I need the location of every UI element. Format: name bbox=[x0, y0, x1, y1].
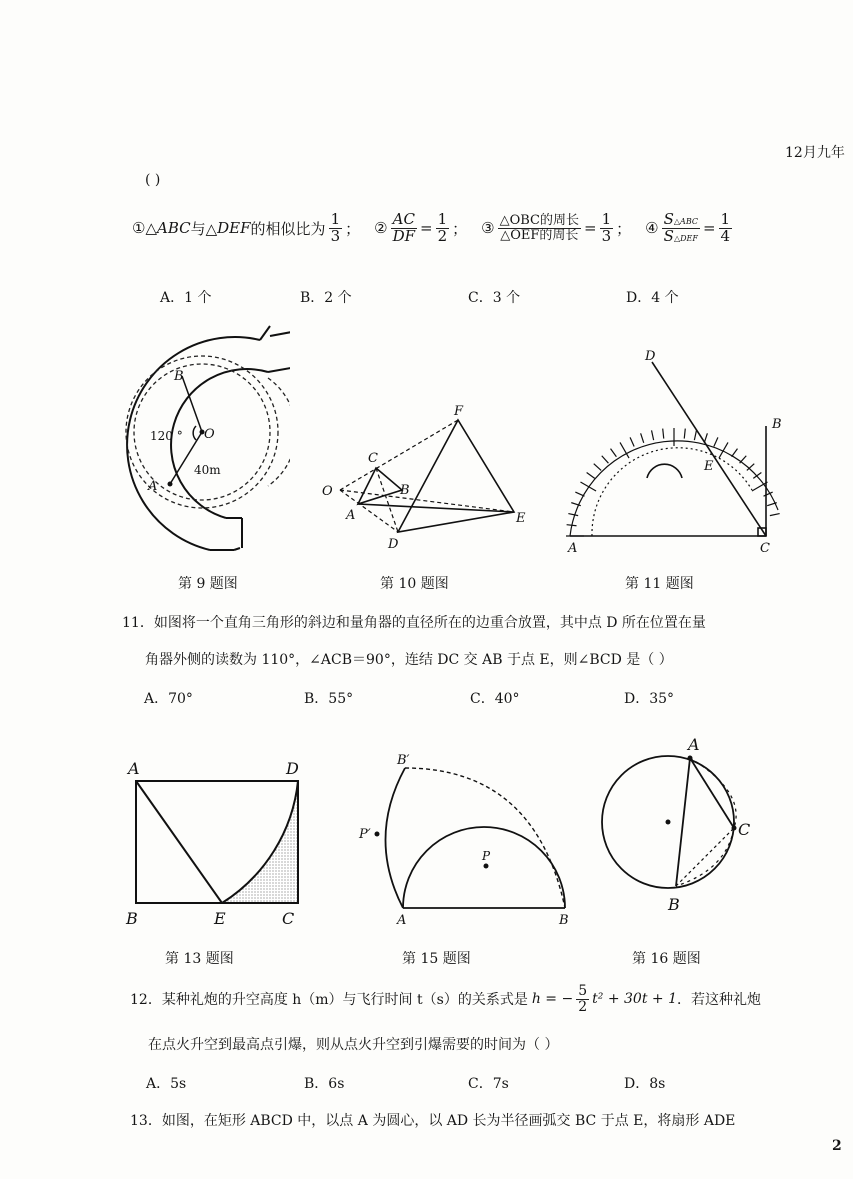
protractor-tick bbox=[663, 429, 664, 439]
answer-paren: ( ) bbox=[145, 172, 161, 188]
svg-text:B: B bbox=[126, 909, 138, 928]
protractor-tick bbox=[575, 492, 584, 496]
q11-line2: 角器外侧的读数为 110°，∠ACB＝90°，连结 DC 交 AB 于点 E，则∠BCD 是（ ） bbox=[145, 652, 673, 668]
svg-text:P: P bbox=[482, 849, 491, 863]
q12-line2: 在点火升空到最高点引爆，则从点火升空到引爆需要的时间为（ ） bbox=[148, 1037, 559, 1053]
protractor-tick bbox=[580, 482, 596, 491]
radius-ob bbox=[182, 376, 202, 432]
svg-text:D: D bbox=[286, 759, 299, 778]
svg-text:B′: B′ bbox=[397, 753, 410, 768]
label-angle: 120 ° bbox=[150, 429, 183, 443]
svg-text:B: B bbox=[559, 913, 569, 928]
figure-15 bbox=[355, 748, 580, 928]
svg-text:A: A bbox=[346, 508, 356, 523]
svg-text:A: A bbox=[688, 735, 700, 754]
q12-option-a[interactable]: A．5s bbox=[146, 1076, 187, 1092]
q10-option-c[interactable]: C．3 个 bbox=[468, 290, 521, 306]
svg-text:E: E bbox=[214, 909, 226, 928]
page-number: 2 bbox=[832, 1138, 842, 1154]
svg-text:D: D bbox=[645, 349, 656, 364]
dashed-arc bbox=[405, 768, 565, 908]
caption-fig13: 第 13 题图 bbox=[165, 951, 234, 967]
svg-text:E: E bbox=[704, 459, 714, 474]
fraction-1-3: $\frac{1}{3}$ bbox=[330, 210, 341, 245]
protractor-tick bbox=[714, 437, 718, 446]
fraction-perimeter: $\frac{\text{△OBC的周长}}{\text{△OEF的周长}}$ bbox=[499, 213, 580, 243]
protractor-tick bbox=[694, 430, 696, 440]
q11-option-a[interactable]: A．70° bbox=[144, 691, 193, 707]
q12-line1: 12．某种礼炮的升空高度 h（m）与飞行时间 t（s）的关系式是 h = − $\frac{5}{2}$ t² + 30t + 1 ．若这种礼炮 bbox=[130, 983, 761, 1015]
protractor-tick bbox=[587, 473, 595, 479]
svg-text:C: C bbox=[760, 541, 770, 555]
q10-option-d[interactable]: D．4 个 bbox=[626, 290, 679, 306]
svg-text:P′: P′ bbox=[359, 827, 371, 842]
caption-fig9: 第 9 题图 bbox=[178, 576, 238, 592]
segment-ae bbox=[136, 781, 222, 903]
protractor-tick bbox=[684, 429, 685, 439]
svg-text:E: E bbox=[516, 511, 526, 526]
svg-text:A: A bbox=[397, 913, 407, 928]
figure-13 bbox=[122, 756, 312, 936]
q11-option-c[interactable]: C．40° bbox=[470, 691, 520, 707]
q11-option-d[interactable]: D．35° bbox=[624, 691, 675, 707]
svg-text:O: O bbox=[322, 484, 333, 499]
line-dc bbox=[652, 362, 766, 536]
caption-fig16: 第 16 题图 bbox=[632, 951, 701, 967]
q11-line1: 11．如图将一个直角三角形的斜边和量角器的直径所在的边重合放置，其中点 D 所在位置在量 bbox=[122, 615, 706, 631]
protractor-tick bbox=[652, 430, 654, 440]
protractor-tick bbox=[704, 433, 707, 443]
fraction-area: $\frac{\text{S△ABC}}{\text{S△DEF}}$ bbox=[663, 210, 698, 245]
protractor-tick bbox=[740, 456, 747, 463]
track-inner-arc bbox=[171, 369, 268, 518]
protractor-tick bbox=[641, 433, 644, 443]
protractor-ticks bbox=[566, 428, 780, 536]
svg-text:C: C bbox=[282, 909, 295, 928]
protractor-tick bbox=[630, 437, 634, 446]
chord-ab bbox=[676, 758, 690, 886]
caption-fig10: 第 10 题图 bbox=[380, 576, 449, 592]
label-a: A bbox=[148, 479, 158, 494]
q10-option-b[interactable]: B．2 个 bbox=[300, 290, 352, 306]
shaded-region bbox=[222, 781, 298, 903]
fraction-ac-df: $\frac{AC}{DF}$ bbox=[392, 210, 416, 245]
q12-option-c[interactable]: C．7s bbox=[468, 1076, 509, 1092]
protractor-tick bbox=[611, 449, 617, 457]
figure-16 bbox=[596, 732, 766, 917]
q13-line1: 13．如图，在矩形 ABCD 中，以点 A 为圆心，以 AD 长为半径画弧交 BC 于点 E，将扇形 ADE bbox=[130, 1113, 736, 1129]
label-radius: 40m bbox=[194, 463, 221, 477]
figure-10 bbox=[318, 400, 538, 550]
triangle-def bbox=[398, 420, 514, 532]
center-point bbox=[666, 820, 671, 825]
protractor-tick bbox=[770, 514, 780, 516]
figure-9 bbox=[110, 322, 290, 554]
svg-text:A: A bbox=[128, 759, 140, 778]
caption-fig11: 第 11 题图 bbox=[625, 576, 694, 592]
figure-11 bbox=[552, 340, 792, 555]
q10-option-a[interactable]: A．1 个 bbox=[160, 290, 212, 306]
svg-text:A: A bbox=[568, 541, 578, 555]
svg-text:D: D bbox=[388, 537, 399, 550]
svg-text:B: B bbox=[772, 417, 782, 432]
q12-option-d[interactable]: D．8s bbox=[624, 1076, 666, 1092]
svg-text:C: C bbox=[738, 820, 751, 839]
protractor-tick bbox=[568, 514, 578, 516]
label-b: B bbox=[174, 369, 184, 384]
svg-text:B: B bbox=[400, 483, 410, 498]
svg-text:C: C bbox=[368, 451, 378, 466]
caption-fig15: 第 15 题图 bbox=[402, 951, 471, 967]
svg-text:B: B bbox=[668, 895, 680, 914]
fraction-5-2: $\frac{5}{2}$ bbox=[578, 983, 588, 1015]
q11-option-b[interactable]: B．55° bbox=[304, 691, 354, 707]
triangle-abc bbox=[358, 468, 402, 504]
protractor-tick bbox=[602, 456, 609, 463]
svg-text:F: F bbox=[454, 404, 464, 419]
label-o: O bbox=[204, 427, 215, 442]
protractor-tick bbox=[594, 464, 601, 471]
q10-statements: ①△ ABC 与△ DEF 的相似比为 $\frac{1}{3}$ ； ② $\frac{AC}{DF}$ = $\frac{1}{2}$ ； ③ $\frac{\text{△OBC的周长}}{\text{△OEF的周长}}$ = $\frac{1}{3}$ ； ④ $\frac{\text{S△ABC}}{\text{S△DEF}}$ = $\frac{1}{4}$ bbox=[132, 210, 731, 245]
arc-ab-prime bbox=[385, 768, 405, 908]
header-date: 12月九年 bbox=[785, 145, 845, 161]
protractor-tick bbox=[567, 525, 577, 526]
protractor-tick bbox=[732, 449, 738, 457]
q12-option-b[interactable]: B．6s bbox=[304, 1076, 345, 1092]
